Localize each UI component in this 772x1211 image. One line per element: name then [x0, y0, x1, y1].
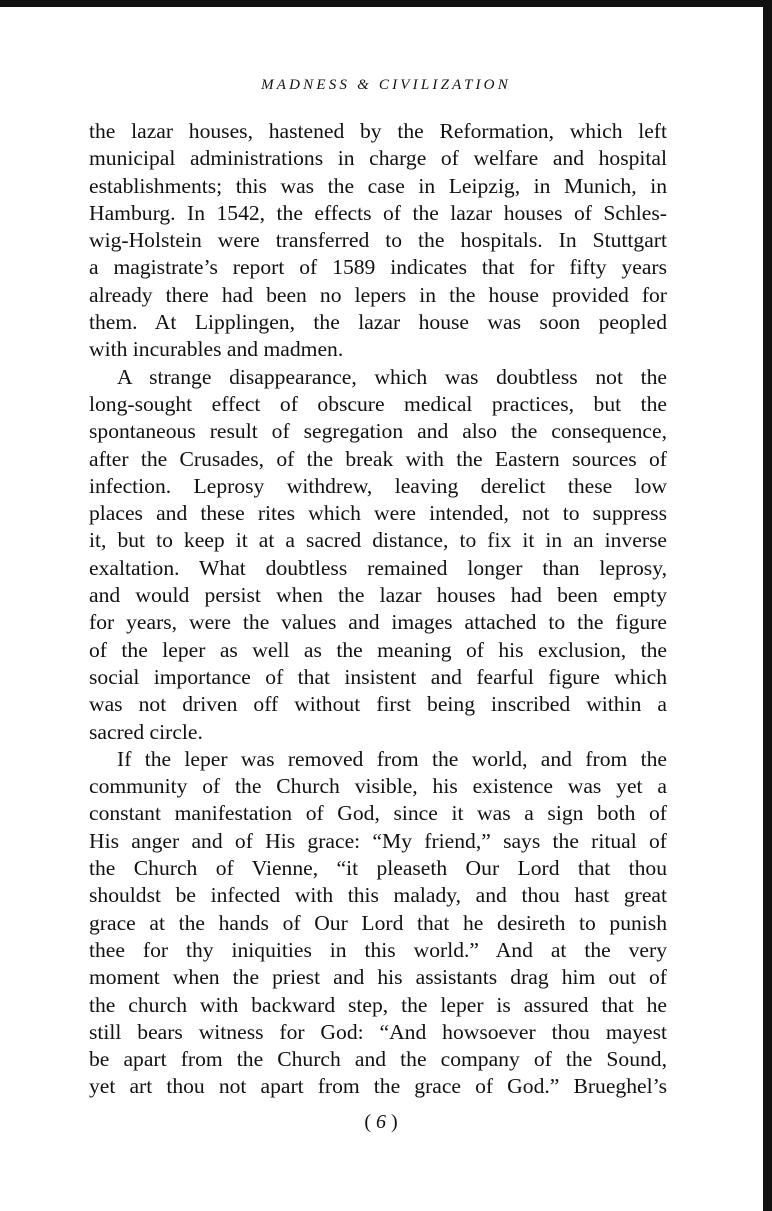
- text-line: still bears witness for God: “And howsoever thou mayest: [89, 1019, 667, 1044]
- page-number-close-paren: ): [391, 1111, 398, 1133]
- text-line: already there had been no lepers in the house provided for: [89, 282, 667, 307]
- text-line: infection. Leprosy withdrew, leaving derelict these low: [89, 473, 667, 498]
- page-number: [0, 1111, 762, 1134]
- page-number-value: 6: [376, 1111, 386, 1133]
- text-line: and would persist when the lazar houses had been empty: [89, 583, 667, 608]
- page-number-open-paren: (: [364, 1111, 371, 1133]
- text-line: of the leper as well as the meaning of his exclusion, the: [89, 637, 667, 662]
- text-line: shouldst be infected with this malady, and thou hast great: [89, 883, 667, 908]
- running-head: MADNESS & CIVILIZATION: [261, 77, 511, 93]
- text-line: A strange disappearance, which was doubtless not the: [117, 364, 667, 389]
- text-line: was not driven off without first being inscribed within a: [89, 692, 667, 717]
- text-line: social importance of that insistent and fearful figure which: [89, 664, 667, 689]
- text-line: for years, were the values and images attached to the figure: [89, 610, 667, 635]
- text-line: thee for thy iniquities in this world.” And at the very: [89, 937, 667, 962]
- text-line: establishments; this was the case in Leipzig, in Munich, in: [89, 173, 667, 198]
- top-edge-rule: [0, 0, 772, 7]
- text-line: yet art thou not apart from the grace of God.” Brueghel’s: [89, 1074, 667, 1099]
- text-line: wig-Holstein were transferred to the hospitals. In Stuttgart: [89, 228, 667, 253]
- text-line: grace at the hands of Our Lord that he desireth to punish: [89, 910, 667, 935]
- text-line: spontaneous result of segregation and also the consequence,: [89, 419, 667, 444]
- text-line: sacred circle.: [89, 719, 203, 744]
- right-edge-rule: [763, 0, 772, 1211]
- text-line: a magistrate’s report of 1589 indicates that for fifty years: [89, 255, 667, 280]
- text-line: moment when the priest and his assistants drag him out of: [89, 965, 667, 990]
- text-line: community of the Church visible, his existence was yet a: [89, 774, 667, 799]
- text-line: them. At Lipplingen, the lazar house was soon peopled: [89, 310, 667, 335]
- text-line: the Church of Vienne, “it pleaseth Our Lord that thou: [89, 856, 667, 881]
- text-line: His anger and of His grace: “My friend,” says the ritual of: [89, 828, 667, 853]
- text-line: be apart from the Church and the company of the Sound,: [89, 1047, 667, 1072]
- text-line: the lazar houses, hastened by the Reformation, which left: [89, 119, 667, 143]
- text-line: long-sought effect of obscure medical practices, but the: [89, 391, 667, 416]
- text-line: places and these rites which were intended, not to suppress: [89, 501, 667, 526]
- text-line: after the Crusades, of the break with the Eastern sources of: [89, 446, 667, 471]
- body-text: [89, 118, 667, 1101]
- text-line: with incurables and madmen.: [89, 337, 344, 362]
- text-line: the church with backward step, the leper is assured that he: [89, 992, 667, 1017]
- text-line: municipal administrations in charge of welfare and hospital: [89, 146, 667, 171]
- text-line: exaltation. What doubtless remained longer than leprosy,: [89, 555, 667, 580]
- text-line: Hamburg. In 1542, the effects of the lazar houses of Schles-: [89, 200, 667, 225]
- text-line: If the leper was removed from the world, and from the: [117, 746, 667, 771]
- text-line: it, but to keep it at a sacred distance, to fix it in an inverse: [89, 528, 667, 553]
- text-line: constant manifestation of God, since it was a sign both of: [89, 801, 667, 826]
